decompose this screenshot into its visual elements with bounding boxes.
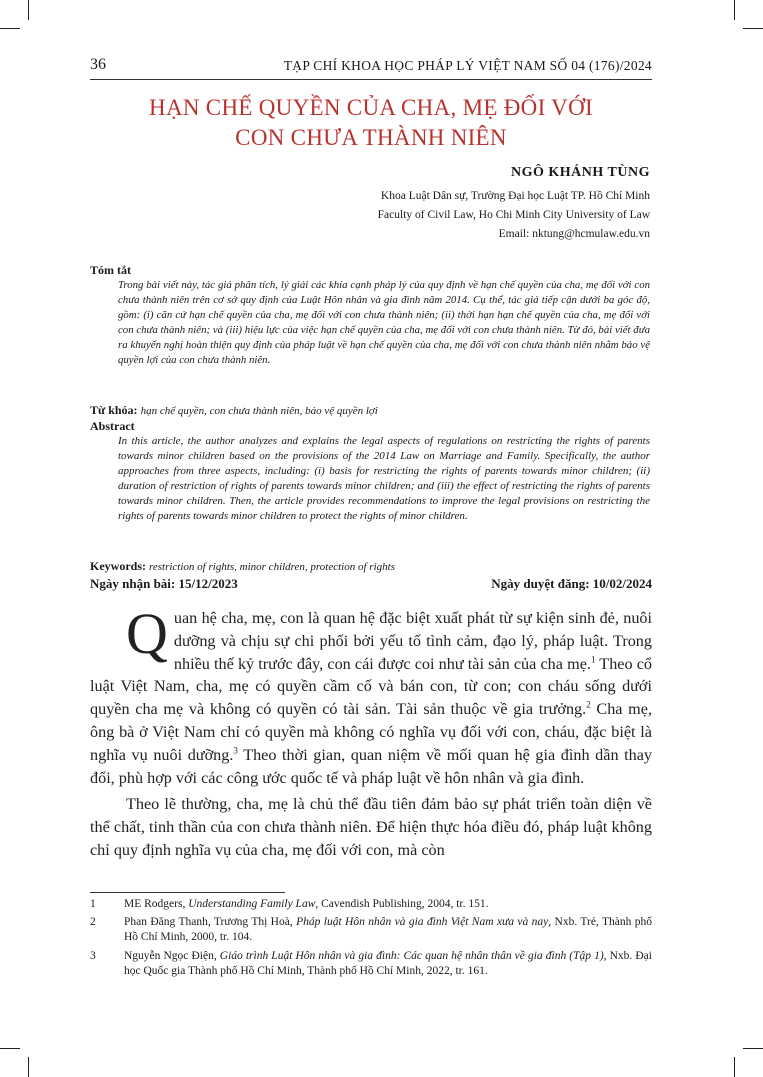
p1-part-a: uan hệ cha, mẹ, con là quan hệ đặc biệt xuất phát từ sự kiện sinh đẻ, nuôi dưỡng và chịu sự chi phối bởi yếu tố tình cảm, đạo lý, pháp luật. Trong nhiều thế kỷ trước đây, con cái được coi như tài sản của cha mẹ. — [173, 609, 652, 673]
keywords-en — [90, 559, 395, 574]
p1-part-c: Cha mẹ, ông bà ở Việt Nam chỉ có quyền mà không có nghĩa vụ đối với con, cháu, đặc biệt là nghĩa vụ nuôi dưỡng. — [90, 700, 652, 764]
footnote-rule — [90, 892, 285, 893]
footnote-number: 1 — [90, 898, 96, 910]
header-rule — [90, 79, 652, 80]
footnote-title: Giáo trình Luật Hôn nhân và gia đình: Các quan hệ nhân thân về gia đình (Tập 1) — [219, 950, 604, 962]
footnote-text: ME Rodgers, — [124, 898, 189, 910]
keywords-en-label: Keywords: — [90, 559, 146, 573]
footnote-number: 2 — [90, 916, 96, 928]
crop-mark — [28, 1057, 29, 1077]
abstract-vi-text: Trong bài viết này, tác giả phân tích, lý giải các khía cạnh pháp lý của quy định về hạn chế quyền của cha, mẹ đối với con chưa thành niên trên cơ sở quy định của Luật Hôn nhân và gia đình năm 2014. Cụ thể, tác giả tiếp cận dưới ba góc độ, gồm: (i) căn cứ hạn chế quyền của cha, mẹ đối với con chưa thành niên; (ii) thời hạn hạn chế quyền của cha, mẹ đối với con chưa thành niên; và (iii) hiệu lực của việc hạn chế quyền của cha, mẹ đối với con chưa thành niên. Từ đó, bài viết đưa ra khuyến nghị hoàn thiện quy định của pháp luật về hạn chế quyền của cha, mẹ đối với con chưa thành niên nhằm bảo vệ quyền lợi của con chưa thành niên. — [118, 279, 650, 366]
footnote-2 — [90, 915, 652, 945]
footnote-text: , Cavendish Publishing, 2004, tr. 151. — [315, 898, 489, 910]
affiliation-vi: Khoa Luật Dân sự, Trường Đại học Luật TP. Hồ Chí Minh — [380, 190, 650, 202]
footnote-ref-3[interactable]: 3 — [233, 745, 238, 756]
body-text — [90, 601, 653, 862]
abstract-en-text: In this article, the author analyzes and explains the legal aspects of regulations on restricting the rights of parents towards minor children based on the provisions of the 2014 Law on Marriage and Family. Specifically, the author approaches from three aspects, including: (i) basis for restricting the rights of parents towards minor children; (ii) duration of restriction of rights of parents towards minor children; and (iii) the effect of restricting the rights of parents towards minor children. Then, the article provides recommendations to improve the legal provisions on restricting the rights of parents towards minor children to protect the rights of minor children. — [118, 435, 650, 522]
crop-mark — [734, 0, 735, 20]
footnote-ref-1[interactable]: 1 — [590, 654, 596, 665]
footnote-number: 3 — [90, 950, 96, 962]
crop-mark — [0, 28, 20, 29]
crop-mark — [734, 1057, 735, 1077]
title-line-1: HẠN CHẾ QUYỀN CỦA CHA, MẸ ĐỐI VỚI — [149, 95, 593, 120]
footnote-text: , Nxb. Đại học Quốc gia Thành phố Hồ Chí Minh, Thành phố Hồ Chí Minh, 2022, tr. 161. — [124, 950, 652, 977]
article-dates — [90, 576, 652, 594]
accepted-date: Ngày duyệt đăng: 10/02/2024 — [491, 576, 652, 591]
footnote-3 — [90, 949, 652, 979]
crop-mark — [743, 1048, 763, 1049]
author-email: Email: nktung@hcmulaw.edu.vn — [498, 228, 650, 240]
paragraph-2: Theo lẽ thường, cha, mẹ là chủ thể đầu tiên đảm bảo sự phát triển toàn diện về thể chất, tinh thần của con chưa thành niên. Để hiện thực hóa điều đó, pháp luật không chỉ quy định nghĩa vụ của cha, mẹ đối với con, mà còn — [90, 795, 652, 859]
abstract-vi-label: Tóm tắt — [90, 263, 131, 277]
keywords-vi — [90, 403, 378, 418]
footnote-ref-2[interactable]: 2 — [586, 699, 591, 710]
paragraph-1 — [90, 601, 653, 789]
author-name: NGÔ KHÁNH TÙNG — [511, 165, 650, 180]
footnote-title: Pháp luật Hôn nhân và gia đình Việt Nam xưa và nay — [296, 916, 549, 928]
footnote-title: Understanding Family Law — [188, 898, 316, 910]
keywords-vi-text: hạn chế quyền, con chưa thành niên, bảo vệ quyền lợi — [140, 405, 378, 417]
crop-mark — [0, 1048, 20, 1049]
keywords-vi-label: Từ khóa: — [90, 403, 138, 417]
drop-cap: Q — [126, 601, 168, 666]
footnote-text: Phan Đăng Thanh, Trương Thị Hoà, — [124, 916, 297, 928]
keywords-en-text: restriction of rights, minor children, protection of rights — [149, 561, 395, 573]
page-number: 36 — [90, 56, 106, 73]
p1-part-d: Theo thời gian, quan niệm về mối quan hệ gia đình dần thay đổi, phù hợp với các công ước quốc tế và pháp luật về hôn nhân và gia đình. — [90, 745, 653, 787]
journal-title: TẠP CHÍ KHOA HỌC PHÁP LÝ VIỆT NAM SỐ 04 (176)/2024 — [283, 58, 652, 73]
abstract-en-label: Abstract — [90, 419, 135, 433]
title-line-2: CON CHƯA THÀNH NIÊN — [235, 125, 507, 150]
article-title — [90, 93, 652, 153]
p1-part-b: Theo cổ luật Việt Nam, cha, mẹ có quyền cầm cố và bán con, từ con; con cháu sống dưới quyền cha mẹ và không có quyền có tài sản. Tài sản thuộc về gia trưởng. — [90, 654, 653, 719]
received-date: Ngày nhận bài: 15/12/2023 — [90, 576, 238, 591]
affiliation-en: Faculty of Civil Law, Ho Chi Minh City University of Law — [377, 209, 650, 221]
crop-mark — [743, 28, 763, 29]
footnote-text: , Nxb. Trẻ, Thành phố Hồ Chí Minh, 2000, tr. 104. — [124, 916, 652, 943]
footnote-text: Nguyễn Ngọc Điện, — [124, 950, 220, 962]
footnote-1 — [90, 897, 652, 912]
crop-mark — [28, 0, 29, 20]
running-header — [90, 56, 652, 80]
